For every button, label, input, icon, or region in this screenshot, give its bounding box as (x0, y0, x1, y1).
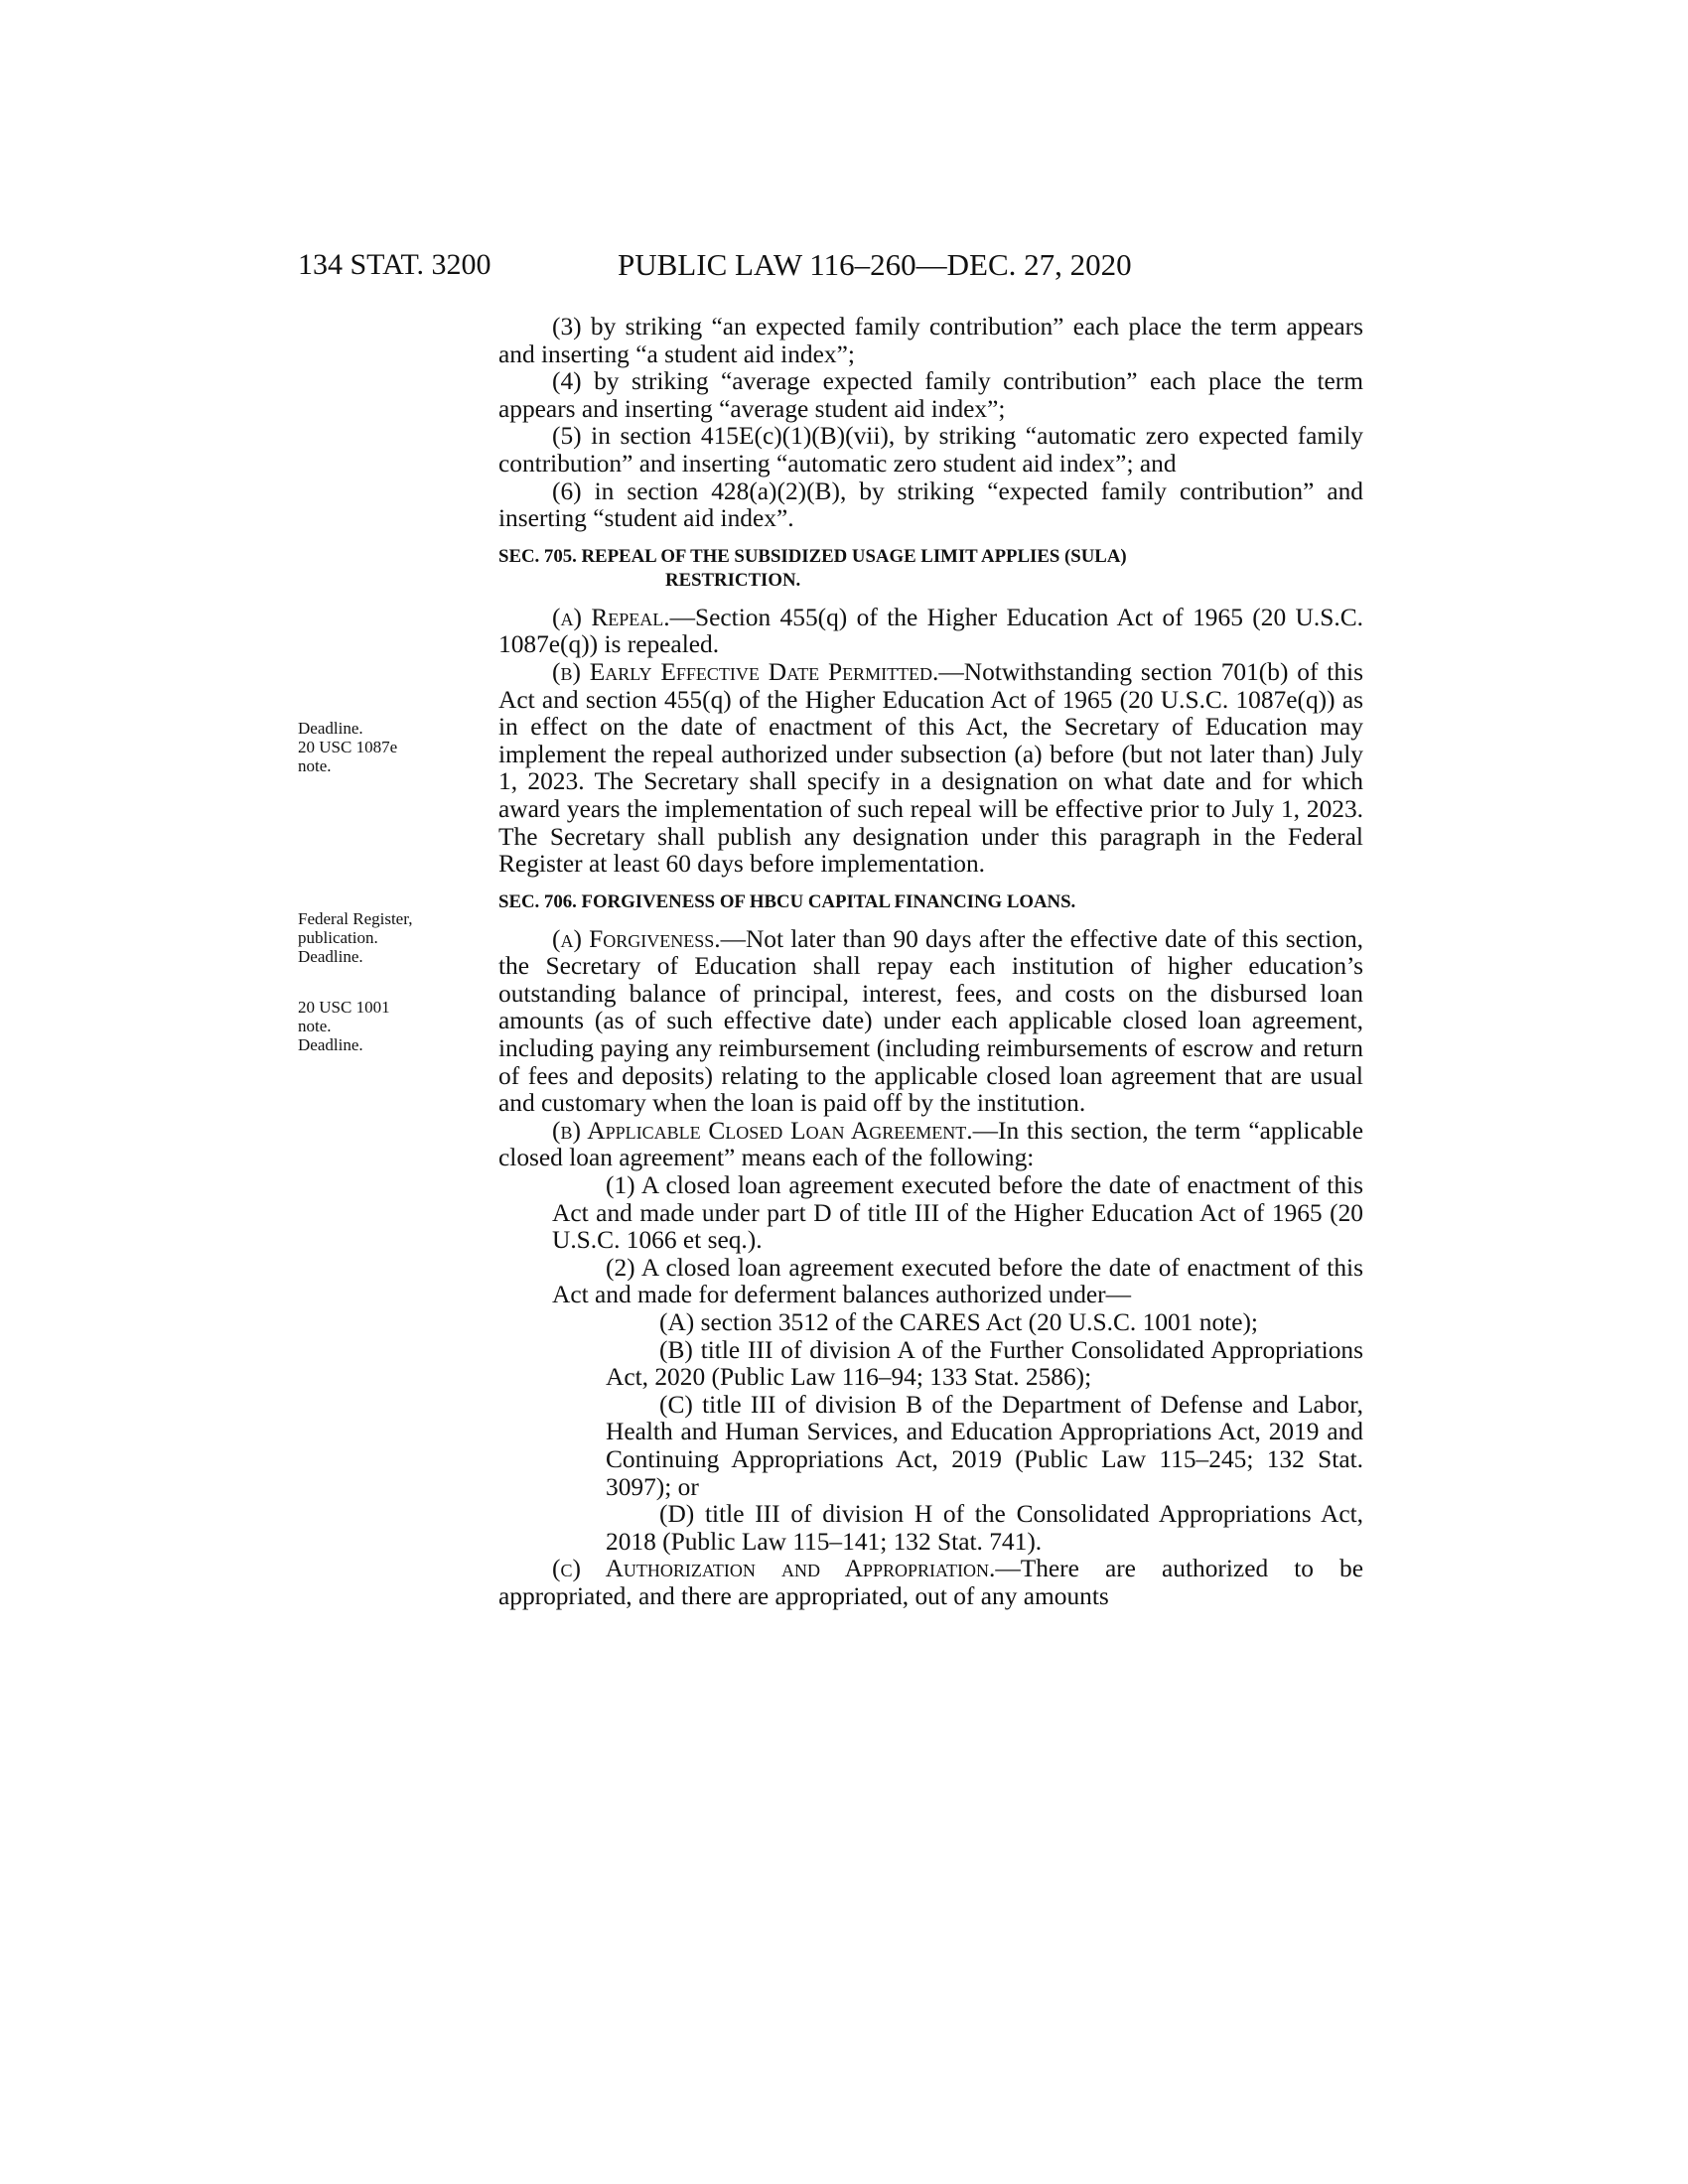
subsection-heading: (c) Authorization and Appropriation. (552, 1555, 996, 1583)
statute-body (498, 314, 1363, 1611)
running-header (298, 248, 1370, 288)
subsection-text: —In this section, the term “applicable closed loan agreement” means each of the following: (498, 1116, 1363, 1172)
paragraph-item-5: (5) in section 415E(c)(1)(B)(vii), by striking “automatic zero expected family contribution” and inserting “automatic zero student aid index”; and (498, 422, 1363, 478)
section-706-b-2-D: (D) title III of division H of the Consolidated Appropriations Act, 2018 (Public Law 115–141; 132 Stat. 741). (606, 1500, 1363, 1556)
section-706-b-2-A: (A) section 3512 of the CARES Act (20 U.S.C. 1001 note); (659, 1308, 1258, 1336)
stat-page-reference: 134 STAT. 3200 (298, 248, 492, 281)
subsection-text: —There are authorized to be appropriated, and there are appropriated, out of any amounts (498, 1555, 1363, 1610)
section-706-title: SEC. 706. FORGIVENESS OF HBCU CAPITAL FINANCING LOANS. (498, 890, 1076, 912)
section-706-heading (498, 890, 1363, 914)
section-705-subsection-a (498, 605, 1363, 659)
margin-note-deadline-1087e: Deadline. 20 USC 1087e note. (298, 719, 398, 775)
section-705-subsection-b (498, 659, 1363, 879)
section-706-b-paragraph-2: (2) A closed loan agreement executed before the date of enactment of this Act and made for deferment balances authorized under— (552, 1253, 1363, 1309)
subsection-heading: (b) Early Effective Date Permitted. (552, 657, 939, 686)
public-law-date: PUBLIC LAW 116–260—DEC. 27, 2020 (618, 247, 1132, 282)
subsection-heading: (a) Repeal. (552, 603, 670, 631)
section-705-heading (498, 545, 1363, 593)
section-706-subsection-b (498, 1118, 1363, 1172)
subsection-text: —Notwithstanding section 701(b) of this Act and section 455(q) of the Higher Education Act of 1965 (20 U.S.C. 1087e(q)) as in effect on the date of enactment of this Act, the Secretary of Education may implement the repeal authorized under subsection (a) before (but not later than) July 1, 2023. The Secretary shall specify in a designation on what date and for which award years the implementation of such repeal will be effective prior to July 1, 2023. The Secretary shall publish any designation under this paragraph in the Federal Register at least 60 days before implementation. (498, 657, 1363, 879)
paragraph-item-4: (4) by striking “average expected family contribution” each place the term appears and inserting “average student aid index”; (498, 367, 1363, 423)
paragraph-item-3: (3) by striking “an expected family contribution” each place the term appears and inserting “a student aid index”; (498, 313, 1363, 368)
subsection-text: —Section 455(q) of the Higher Education Act of 1965 (20 U.S.C. 1087e(q)) is repealed. (498, 603, 1363, 659)
subsection-heading: (b) Applicable Closed Loan Agreement. (552, 1116, 973, 1145)
section-706-b-2-C: (C) title III of division B of the Department of Defense and Labor, Health and Human Services, and Education Appropriations Act, 2019 and Continuing Appropriations Act, 2019 (Public Law 115–245; 132 Stat. 3097); or (606, 1390, 1363, 1501)
section-706-b-2-B: (B) title III of division A of the Further Consolidated Appropriations Act, 2020 (Public Law 116–94; 133 Stat. 2586); (606, 1335, 1363, 1392)
margin-note-federal-register: Federal Register, publication. Deadline. (298, 909, 413, 966)
section-705-title-line2: RESTRICTION. (665, 569, 801, 591)
subsection-text: —Not later than 90 days after the effective date of this section, the Secretary of Education shall repay each institution of higher education’s outstanding balance of principal, interest, fees, and costs on the disbursed loan amounts (as of such effective date) under each applicable closed loan agreement, including paying any reimbursement (including reimbursements of escrow and return of fees and deposits) relating to the applicable closed loan agreement that are usual and customary when the loan is paid off by the institution. (498, 924, 1364, 1118)
section-705-title-line1: SEC. 705. REPEAL OF THE SUBSIDIZED USAGE LIMIT APPLIES (SULA) (498, 545, 1127, 567)
section-706-subsection-c (498, 1556, 1363, 1610)
margin-note-deadline-1001: 20 USC 1001 note. Deadline. (298, 998, 390, 1054)
section-706-b-paragraph-1: (1) A closed loan agreement executed before the date of enactment of this Act and made under part D of title III of the Higher Education Act of 1965 (20 U.S.C. 1066 et seq.). (552, 1171, 1363, 1255)
section-706-subsection-a (498, 926, 1363, 1118)
paragraph-item-6: (6) in section 428(a)(2)(B), by striking “expected family contribution” and inserting “student aid index”. (498, 477, 1363, 533)
subsection-heading: (a) Forgiveness. (552, 924, 721, 953)
